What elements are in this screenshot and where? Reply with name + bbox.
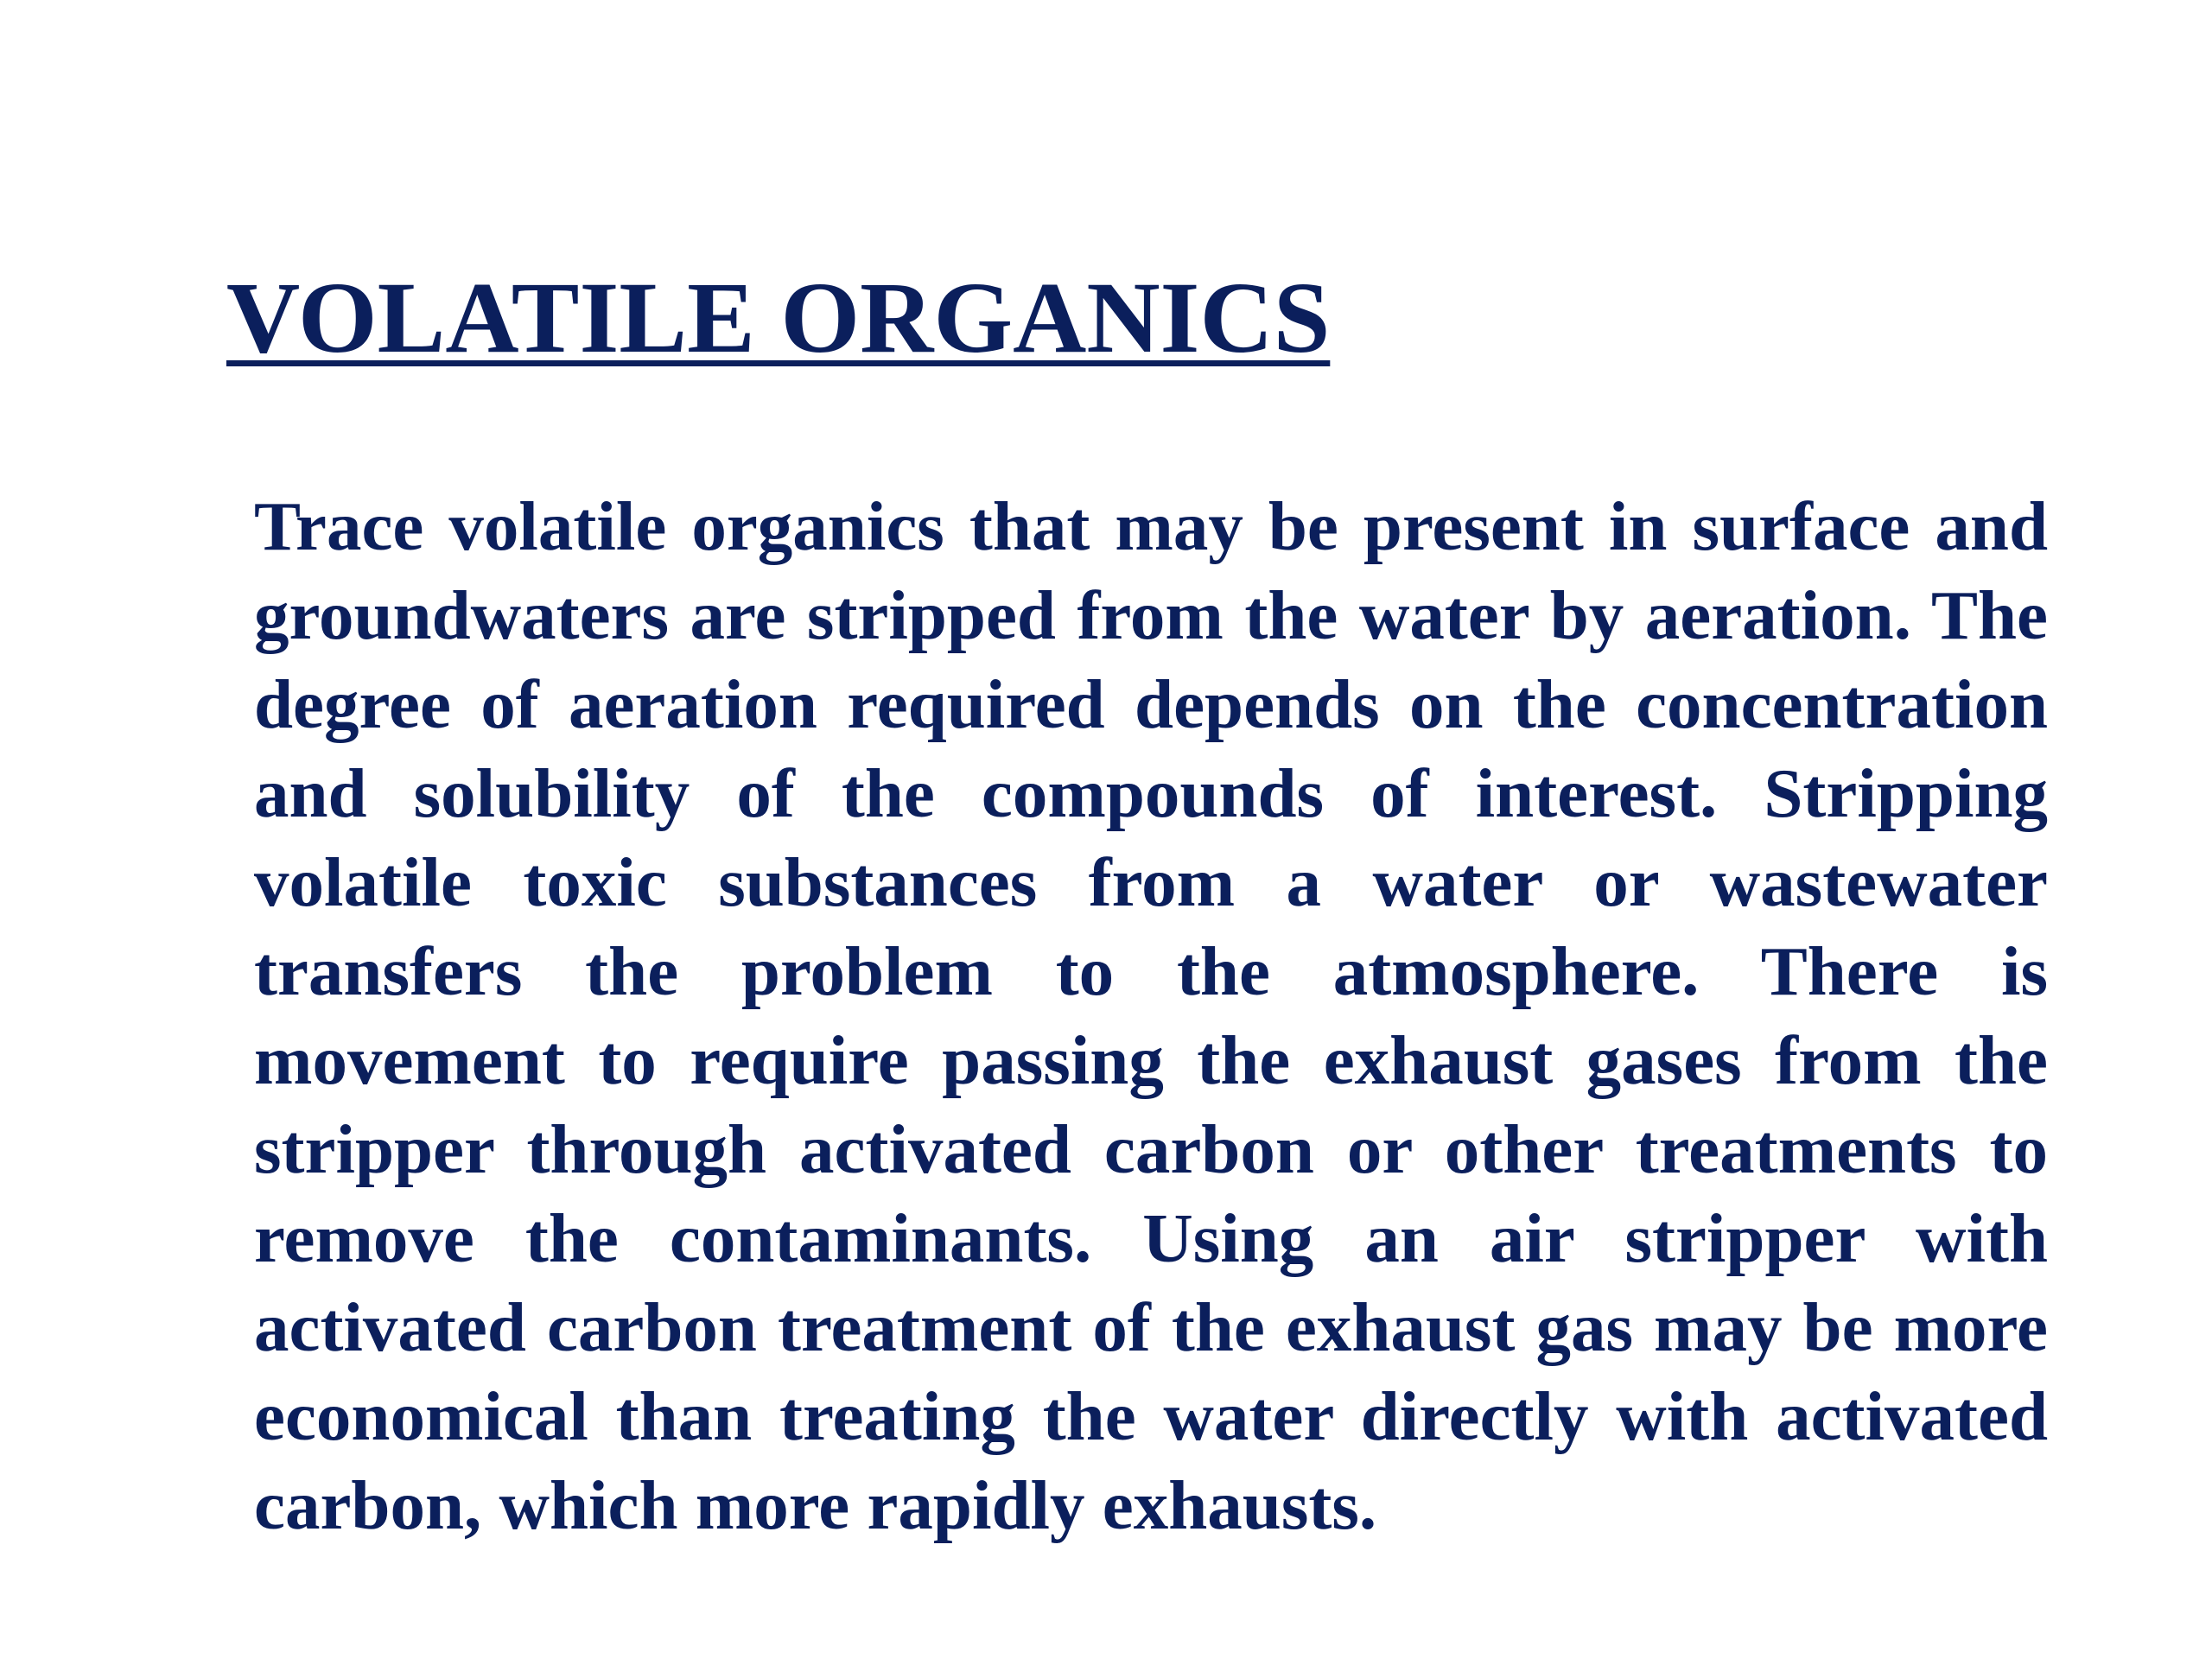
slide-title: VOLATILE ORGANICS bbox=[226, 261, 1331, 374]
slide-body-text: Trace volatile organics that may be present in surface and groundwaters are stripped from the water by aeration. The degree of aeration required depends on the concentration and solubility of the compounds of interest. Stripping volatile toxic substances from a water or wastewater transfers the problem to the atmosphere. There is movement to require passing the exhaust gases from the stripper through activated carbon or other treatments to remove the contaminants. Using an air stripper with activated carbon treatment of the exhaust gas may be more economical than treating the water directly with activated carbon, which more rapidly exhausts. bbox=[254, 487, 2048, 1544]
